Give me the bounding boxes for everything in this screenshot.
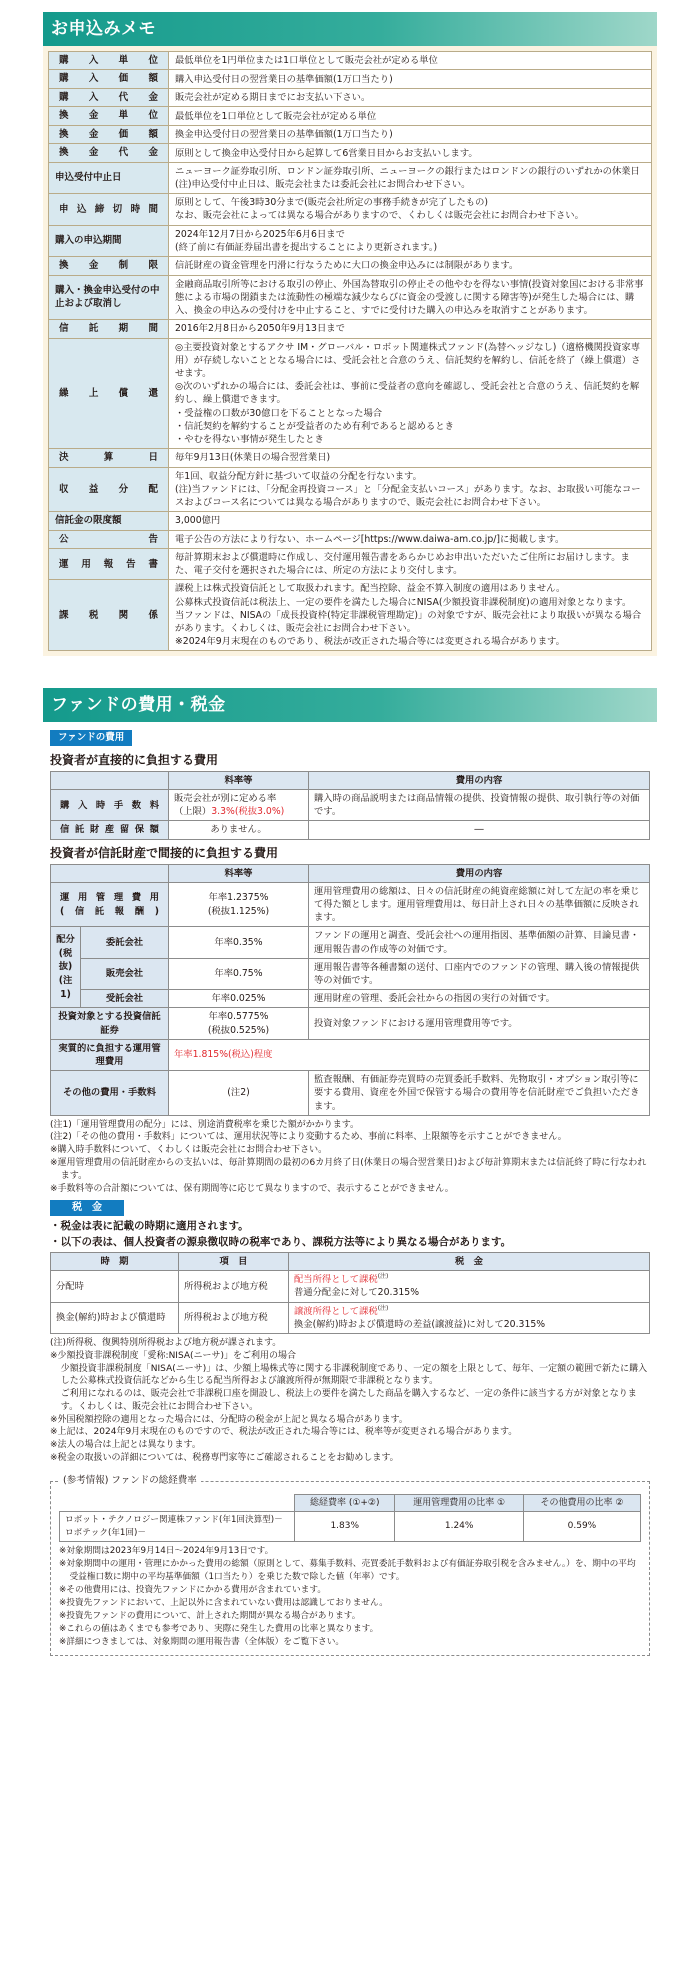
reference-note: ※投資先ファンドにおいて、上記以外に含まれていない費用は認識しておりません。 — [59, 1598, 388, 1609]
alloc-content: 運用財産の管理、委託会社からの指図の実行の対価です。 — [309, 990, 650, 1008]
memo-row — [49, 162, 652, 193]
mgmt-fee-content: 運用管理費用の総額は、日々の信託財産の純資産総額に対して左記の率を乗じて得た額とします。運用管理費用は、毎日計上され日々の基準価額に反映されます。 — [309, 882, 650, 927]
alloc-rate: 年率0.75% — [169, 958, 309, 989]
tax-item: 所得税および地方税 — [179, 1302, 289, 1333]
memo-row — [49, 512, 652, 530]
memo-row — [49, 88, 652, 106]
table-row — [51, 1039, 650, 1070]
tax-note: ご利用になれるのは、販売会社で非課税口座を開設し、税法上の要件を満たした商品を購入するなど、一定の条件に該当する方が対象となります。くわしくは、販売会社にお問合わせ下さい。 — [60, 1389, 637, 1412]
fees-content — [43, 722, 657, 1656]
memo-box — [43, 46, 657, 656]
alloc-rate: 年率0.35% — [169, 927, 309, 958]
memo-value: 信託財産の資金管理を円滑に行なうために大口の換金申込みには制限があります。 — [169, 257, 652, 275]
total-ratio-header: 総経費率 (①+②) — [295, 1494, 395, 1512]
tax-table — [50, 1252, 650, 1334]
memo-row — [49, 580, 652, 651]
table-row — [51, 958, 650, 989]
fee-notes — [50, 1119, 650, 1196]
memo-row — [49, 144, 652, 162]
tax-note: ※税金の取扱いの詳細については、税務専門家等にご確認されることをお勧めします。 — [50, 1452, 399, 1463]
real-fee-label: 実質的に負担する運用管理費用 — [51, 1039, 169, 1070]
memo-value: 原則として、午後3時30分まで(販売会社所定の事務手続きが完了したもの) なお、販売会社によっては異なる場合がありますので、くわしくは販売会社にお問合わせ下さい。 — [169, 194, 652, 225]
ref-fund-name: ロボット・テクノロジー関連株ファンド(年1回決算型)－ロボテック(年1回)－ — [60, 1512, 295, 1541]
indirect-fees-table — [50, 864, 650, 1116]
tax-value: 配当所得として課税$^{(注)}$ 普通分配金に対して20.315% — [289, 1271, 650, 1302]
other-fee-rate: (注2) — [169, 1071, 309, 1116]
other-ratio-value: 0.59% — [523, 1512, 640, 1541]
tax-time: 分配時 — [51, 1271, 179, 1302]
mgmt-ratio-header: 運用管理費用の比率 ① — [395, 1494, 523, 1512]
target-fund-content: 投資対象ファンドにおける運用管理費用等です。 — [309, 1008, 650, 1039]
memo-value: 毎年9月13日(休業日の場合翌営業日) — [169, 449, 652, 467]
reference-notes — [59, 1545, 641, 1649]
total-ratio-value: 1.83% — [295, 1512, 395, 1541]
memo-row — [49, 225, 652, 256]
table-row — [51, 1008, 650, 1039]
memo-label: 購入の申込期間 — [49, 225, 169, 256]
tax-notes — [50, 1337, 650, 1465]
memo-label: 購 入 単 位 — [49, 52, 169, 70]
memo-row — [49, 257, 652, 275]
memo-value: 3,000億円 — [169, 512, 652, 530]
other-fee-label: その他の費用・手数料 — [51, 1071, 169, 1116]
memo-value: 電子公告の方法により行ない、ホームページ[https://www.daiwa-am.co.jp/]に掲載します。 — [169, 530, 652, 548]
tax-item-header: 項 目 — [179, 1252, 289, 1270]
memo-value: 購入申込受付日の翌営業日の基準価額(1万口当たり) — [169, 70, 652, 88]
memo-row — [49, 530, 652, 548]
real-fee-rate: 年率1.815%(税込)程度 — [169, 1039, 650, 1070]
reference-note: ※その他費用には、投資先ファンドにかかる費用が含まれています。 — [59, 1585, 327, 1595]
indirect-content-header: 費用の内容 — [309, 864, 650, 882]
reference-note: ※詳細につきましては、対象期間の運用報告書（全体版）をご覧下さい。 — [59, 1637, 345, 1648]
memo-row — [49, 125, 652, 143]
memo-value: 換金申込受付日の翌営業日の基準価額(1万口当たり) — [169, 125, 652, 143]
tax-note: ※少額投資非課税制度「愛称:NISA(ニーサ)」をご利用の場合 — [50, 1350, 297, 1361]
reference-note: ※対象期間中の運用・管理にかかった費用の総額（原則として、募集手数料、売買委託手数料および有価証券取引税を含みません。）を、期中の平均受益権口数に期中の平均基準価額（1口当たり）を乗じた数で除した値（年率）です。 — [59, 1558, 636, 1582]
memo-value: 2024年12月7日から2025年6月6日まで (終了前に有価証券届出書を提出することにより更新されます。) — [169, 225, 652, 256]
table-row — [51, 882, 650, 927]
memo-value: 課税上は株式投資信託として取扱われます。配当控除、益金不算入制度の適用はありません。 公募株式投資信託は税法上、一定の要件を満たした場合にNISA(少額投資非課税制度)の適用対象となります。 当ファンドは、NISAの「成長投資枠(特定非課税管理勘定)」の対象ですが、販売会社により取扱いが異なる場合があります。くわしくは、販売会社にお問合わせ下さい。 ※2024年9月末現在のものであり、税法が改正された場合等には変更される場合があります。 — [169, 580, 652, 651]
memo-row — [49, 107, 652, 125]
memo-label: 購 入 価 額 — [49, 70, 169, 88]
memo-value: 販売会社が定める期日までにお支払い下さい。 — [169, 88, 652, 106]
tax-bullets — [50, 1219, 650, 1249]
table-row — [60, 1512, 641, 1541]
tax-value: 譲渡所得として課税$^{(注)}$ 換金(解約)時および償還時の差益(譲渡益)に対して20.315% — [289, 1302, 650, 1333]
memo-value: 最低単位を1円単位または1口単位として販売会社が定める単位 — [169, 52, 652, 70]
table-row — [51, 790, 650, 821]
memo-label: 換 金 制 限 — [49, 257, 169, 275]
memo-value: 原則として換金申込受付日から起算して6営業日目からお支払いします。 — [169, 144, 652, 162]
purchase-fee-rate: 販売会社が別に定める率 （上限）3.3%(税抜3.0%) — [169, 790, 309, 821]
tax-note: 少額投資非課税制度「NISA(ニーサ)」は、少額上場株式等に関する非課税制度であり、一定の額を上限として、毎年、一定額の範囲で新たに購入した公募株式投資信託などから生じる配当所得および譲渡所得が無期限で非課税となります。 — [60, 1363, 648, 1387]
memo-label: 収 益 分 配 — [49, 467, 169, 512]
memo-row — [49, 467, 652, 512]
memo-label: 繰 上 償 還 — [49, 338, 169, 449]
mgmt-ratio-value: 1.24% — [395, 1512, 523, 1541]
memo-value: ◎主要投資対象とするアクサ IM・グローバル・ロボット関連株式ファンド(為替ヘッジなし)（適格機関投資家専用）が存続しないこととなる場合には、受託会社と合意のうえ、信託契約を解約し、信託を終了（繰上償還）させます。 ◎次のいずれかの場合には、委託会社は、事前に受益者の意向を確認し、受託会社と合意のうえ、信託契約を解約し、繰上償還できます。 ・受益権の口数が30億口を下ることとなった場合 ・信託契約を解約することが受益者のため有利であると認めるとき ・やむを得ない事情が発生したとき — [169, 338, 652, 449]
reference-box — [50, 1474, 650, 1657]
fee-note: ※運用管理費用の信託財産からの支払いは、毎計算期間の最初の6カ月終了日(休業日の場合翌営業日)および毎計算期末または信託終了時に行なわれます。 — [50, 1157, 647, 1181]
tax-note: ※外国税額控除の適用となった場合には、分配時の税金が上記と異なる場合があります。 — [50, 1414, 408, 1425]
direct-content-header: 費用の内容 — [309, 771, 650, 789]
table-row — [51, 990, 650, 1008]
alloc-who: 販売会社 — [81, 958, 169, 989]
tax-note: ※法人の場合は上記とは異なります。 — [50, 1440, 201, 1451]
alloc-who: 委託会社 — [81, 927, 169, 958]
memo-row — [49, 70, 652, 88]
memo-section-title: お申込みメモ — [43, 12, 657, 46]
tax-item: 所得税および地方税 — [179, 1271, 289, 1302]
target-fund-label: 投資対象とする投資信託証券 — [51, 1008, 169, 1039]
reference-title: (参考情報) ファンドの総経費率 — [59, 1474, 201, 1487]
allocation-label: 配分 (税抜) (注1) — [51, 927, 81, 1008]
memo-row — [49, 194, 652, 225]
memo-value: 毎計算期末および償還時に作成し、交付運用報告書をあらかじめお申出いただいたご住所にお届けします。また、電子交付を選択された場合には、所定の方法により交付します。 — [169, 549, 652, 580]
memo-value: 最低単位を1口単位として販売会社が定める単位 — [169, 107, 652, 125]
reference-note: ※これらの値はあくまでも参考であり、実際に発生した費用の比率と異なります。 — [59, 1624, 379, 1635]
memo-label: 課 税 関 係 — [49, 580, 169, 651]
memo-label: 申 込 締 切 時 間 — [49, 194, 169, 225]
fees-section-title: ファンドの費用・税金 — [43, 688, 657, 722]
other-ratio-header: その他費用の比率 ② — [523, 1494, 640, 1512]
memo-value: 2016年2月8日から2050年9月13日まで — [169, 320, 652, 338]
alloc-rate: 年率0.025% — [169, 990, 309, 1008]
table-row — [51, 927, 650, 958]
fee-note: (注1)「運用管理費用の配分」には、別途消費税率を乗じた額がかかります。 — [50, 1119, 360, 1130]
fund-fees-tag: ファンドの費用 — [50, 730, 132, 745]
fee-note: (注2)「その他の費用・手数料」については、運用状況等により変動するため、事前に料率、上限額等を示すことができません。 — [50, 1132, 567, 1143]
table-row — [51, 1271, 650, 1302]
retention-fee-rate: ありません。 — [169, 821, 309, 839]
reference-note: ※対象期間は2023年9月14日～2024年9月13日です。 — [59, 1545, 274, 1556]
tax-bullet: ・税金は表に記載の時期に適用されます。 — [50, 1220, 249, 1233]
target-fund-rate: 年率0.5775% (税抜0.525%) — [169, 1008, 309, 1039]
alloc-who: 受託会社 — [81, 990, 169, 1008]
memo-label: 購入・換金申込受付の中止および取消し — [49, 275, 169, 320]
direct-fees-heading: 投資者が直接的に負担する費用 — [50, 752, 219, 767]
table-row — [51, 1302, 650, 1333]
mgmt-fee-rate: 年率1.2375% (税抜1.125%) — [169, 882, 309, 927]
memo-row — [49, 52, 652, 70]
tax-time: 換金(解約)時および償還時 — [51, 1302, 179, 1333]
ref-blank-header — [60, 1494, 295, 1512]
memo-label: 決 算 日 — [49, 449, 169, 467]
memo-label: 公 告 — [49, 530, 169, 548]
memo-row — [49, 449, 652, 467]
tax-note: ※上記は、2024年9月末現在のものですので、税法が改正された場合等には、税率等が変更される場合があります。 — [50, 1427, 518, 1438]
direct-rate-header: 料率等 — [169, 771, 309, 789]
tax-bullet: ・以下の表は、個人投資者の源泉徴収時の税率であり、課税方法等により異なる場合があります。 — [50, 1235, 512, 1248]
direct-fees-table — [50, 771, 650, 840]
alloc-content: ファンドの運用と調査、受託会社への運用指図、基準価額の計算、目論見書・運用報告書の作成等の対価です。 — [309, 927, 650, 958]
memo-row — [49, 320, 652, 338]
retention-fee-content: ― — [309, 821, 650, 839]
direct-blank-header — [51, 771, 169, 789]
tax-time-header: 時 期 — [51, 1252, 179, 1270]
memo-table — [48, 51, 652, 651]
memo-value: ニューヨーク証券取引所、ロンドン証券取引所、ニューヨークの銀行またはロンドンの銀行のいずれかの休業日 (注)申込受付中止日は、販売会社または委託会社にお問合わせ下さい。 — [169, 162, 652, 193]
memo-label: 換 金 価 額 — [49, 125, 169, 143]
fee-note: ※購入時手数料について、くわしくは販売会社にお問合わせ下さい。 — [50, 1145, 328, 1156]
retention-fee-label: 信 託 財 産 留 保 額 — [51, 821, 169, 839]
memo-row — [49, 338, 652, 449]
fee-note: ※手数料等の合計額については、保有期間等に応じて異なりますので、表示することができません。 — [50, 1183, 454, 1194]
reference-note: ※投資先ファンドの費用について、計上された期間が異なる場合があります。 — [59, 1611, 361, 1622]
memo-label: 運 用 報 告 書 — [49, 549, 169, 580]
expense-ratio-table — [59, 1494, 641, 1542]
mgmt-fee-label: 運 用 管 理 費 用 ( 信 託 報 酬 ) — [51, 882, 169, 927]
table-row — [51, 821, 650, 839]
memo-label: 信託金の限度額 — [49, 512, 169, 530]
indirect-blank-header — [51, 864, 169, 882]
other-fee-content: 監査報酬、有価証券売買時の売買委託手数料、先物取引・オプション取引等に要する費用、資産を外国で保管する場合の費用等を信託財産でご負担いただきます。 — [309, 1071, 650, 1116]
memo-label: 購 入 代 金 — [49, 88, 169, 106]
memo-label: 換 金 代 金 — [49, 144, 169, 162]
tax-tax-header: 税 金 — [289, 1252, 650, 1270]
memo-row — [49, 275, 652, 320]
purchase-fee-content: 購入時の商品説明または商品情報の提供、投資情報の提供、取引執行等の対価です。 — [309, 790, 650, 821]
memo-label: 信 託 期 間 — [49, 320, 169, 338]
purchase-fee-label: 購 入 時 手 数 料 — [51, 790, 169, 821]
indirect-rate-header: 料率等 — [169, 864, 309, 882]
memo-value: 金融商品取引所等における取引の停止、外国為替取引の停止その他やむを得ない事情(投資対象国における非常事態による市場の閉鎖または流動性の極端な減少ならびに資金の受渡しに関する障害等)が発生した場合には、購入、換金の申込みの受付けを中止すること、すでに受付けた購入の申込みを取消すことがあります。 — [169, 275, 652, 320]
memo-row — [49, 549, 652, 580]
memo-value: 年1回、収益分配方針に基づいて収益の分配を行ないます。 (注)当ファンドには、「分配金再投資コース」と「分配金支払いコース」があります。なお、お取扱い可能なコースおよびコース名については異なる場合がありますので、販売会社にお問合わせ下さい。 — [169, 467, 652, 512]
indirect-fees-heading: 投資者が信託財産で間接的に負担する費用 — [50, 845, 279, 860]
tax-tag: 税 金 — [50, 1200, 124, 1216]
memo-label: 申込受付中止日 — [49, 162, 169, 193]
memo-label: 換 金 単 位 — [49, 107, 169, 125]
alloc-content: 運用報告書等各種書類の送付、口座内でのファンドの管理、購入後の情報提供等の対価です。 — [309, 958, 650, 989]
tax-note: (注)所得税、復興特別所得税および地方税が課されます。 — [50, 1338, 282, 1349]
table-row — [51, 1071, 650, 1116]
